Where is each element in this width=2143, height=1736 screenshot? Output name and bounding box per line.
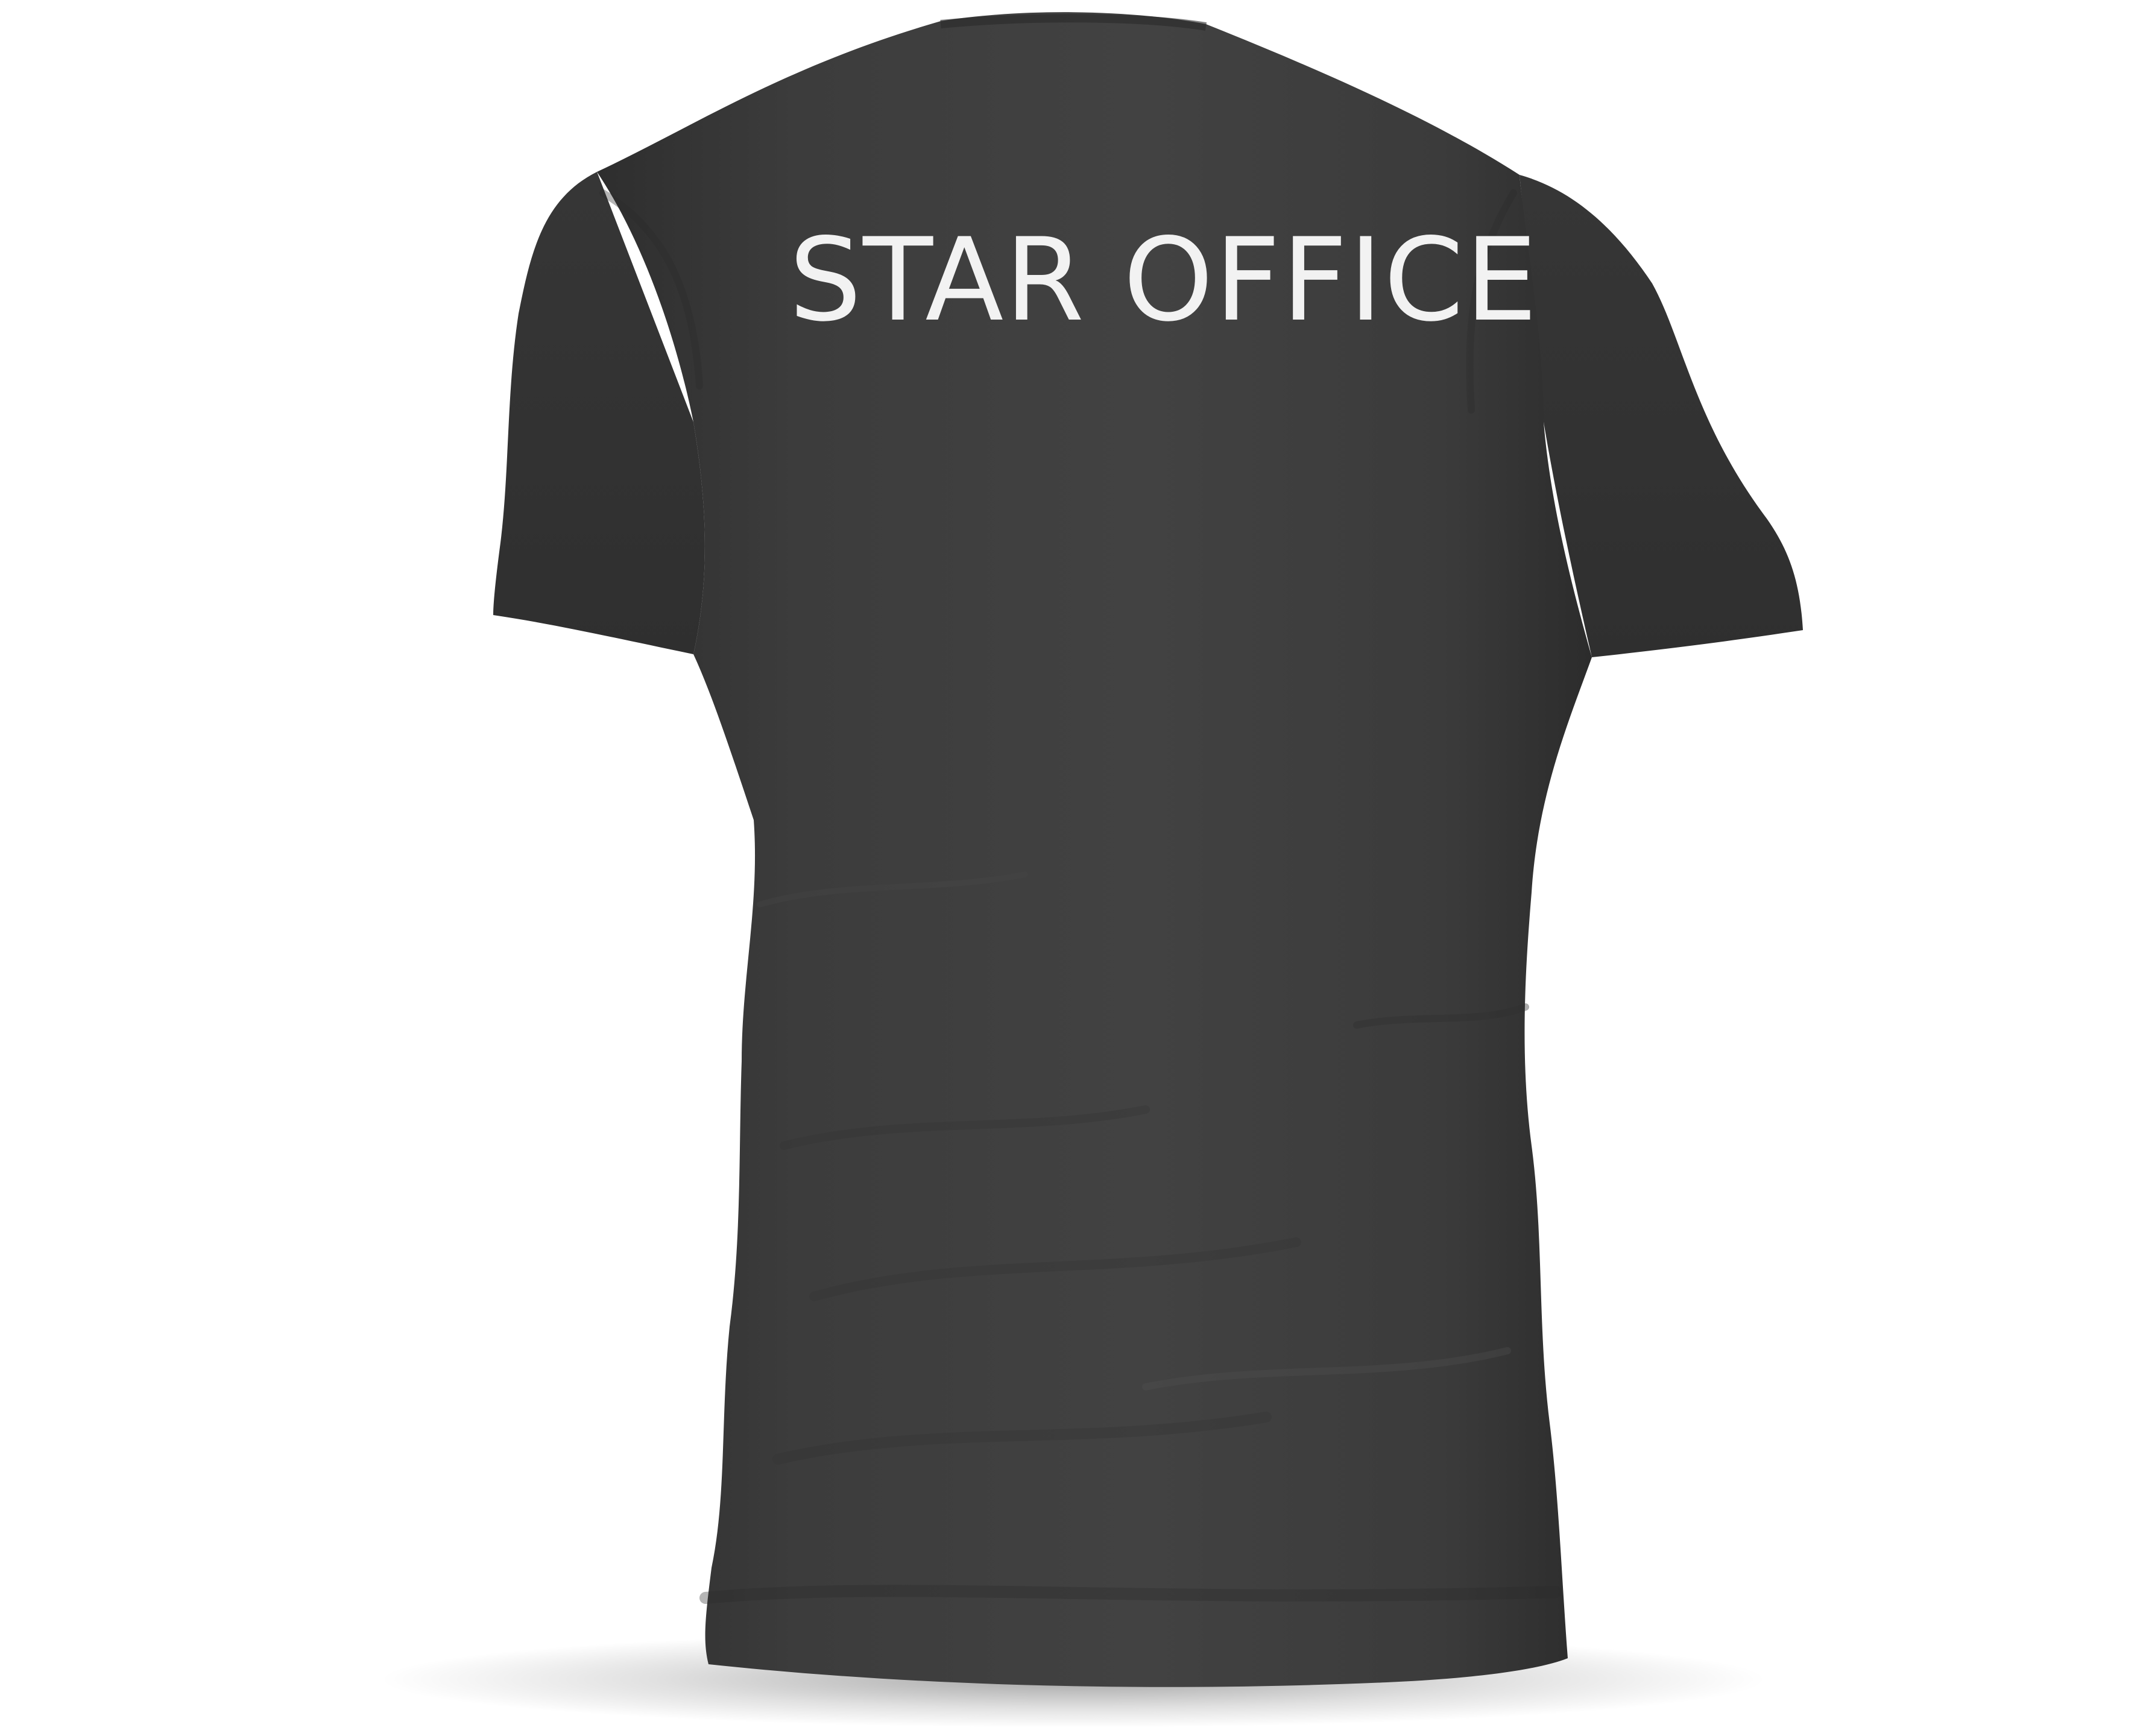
shirt-print-text: STAR OFFICE	[789, 213, 1539, 347]
